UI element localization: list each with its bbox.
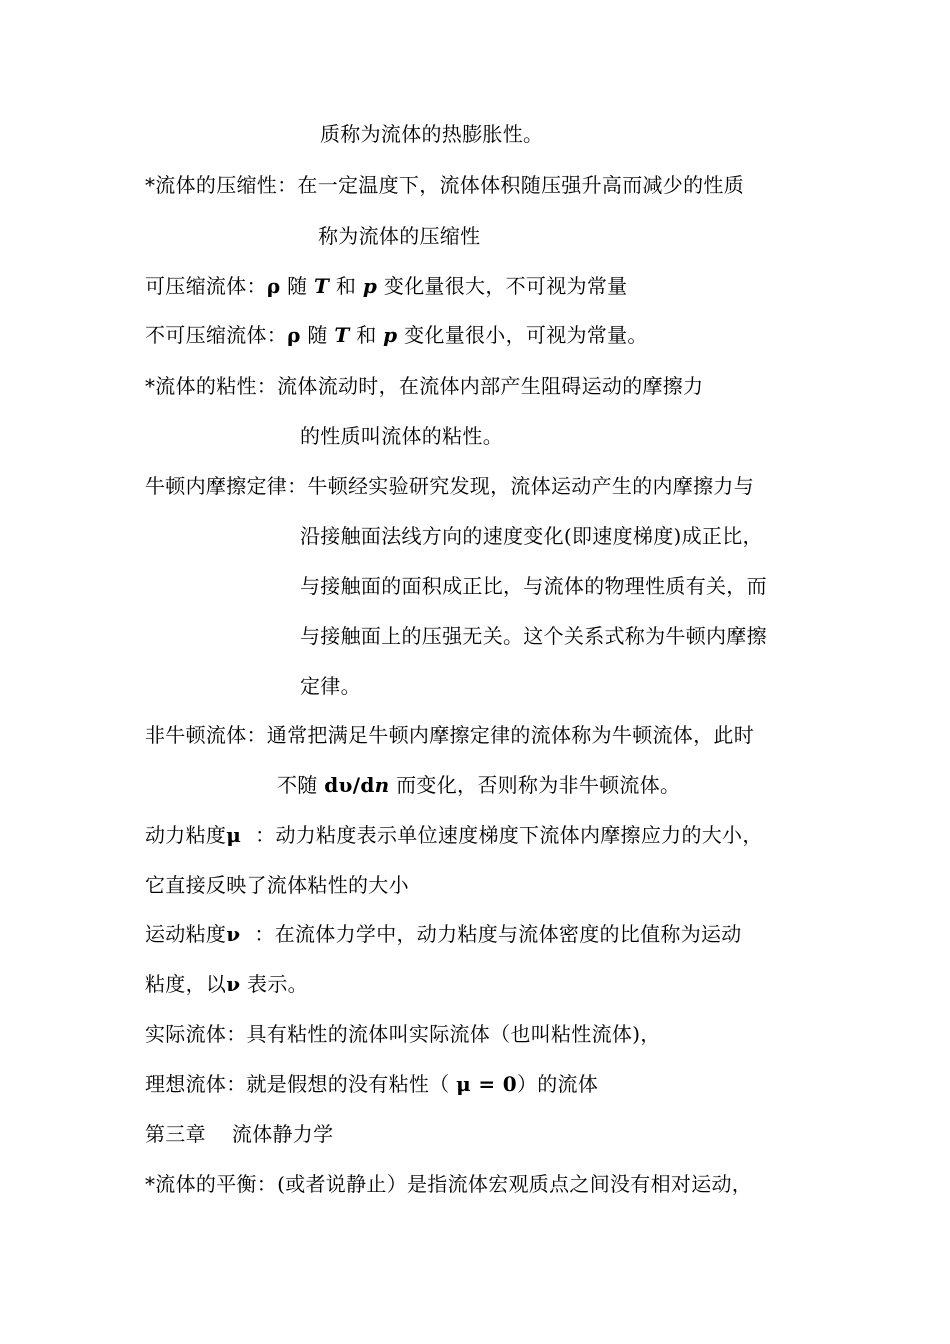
text-line: [145, 1070, 598, 1098]
pressure-symbol: p: [383, 323, 398, 347]
text-segment: ）的流体: [516, 1072, 599, 1096]
text-line: [145, 272, 627, 300]
text-segment: 随: [300, 323, 335, 347]
text-segment: 动力粘度: [145, 823, 227, 847]
text-segment: 而变化，否则称为非牛顿流体。: [389, 773, 681, 797]
text-line: [145, 321, 648, 349]
temperature-symbol: T: [314, 274, 330, 298]
temperature-symbol: T: [334, 323, 350, 347]
chapter-number: 第三章: [145, 1122, 206, 1146]
text-line: *流体的压缩性：在一定温度下，流体体积随压强升高而减少的性质: [145, 173, 744, 197]
text-line: 质称为流体的热膨胀性。: [320, 122, 544, 146]
text-segment: ：在流体力学中，动力粘度与流体密度的比值称为运动: [254, 922, 742, 946]
nu-symbol: ν: [226, 922, 241, 946]
text-segment: 不随: [277, 773, 325, 797]
normal-symbol: n: [374, 773, 390, 797]
text-segment: 和: [349, 323, 384, 347]
text-segment: 随: [280, 274, 315, 298]
text-line: [145, 821, 763, 849]
text-segment: ：动力粘度表示单位速度梯度下流体内摩擦应力的大小，: [255, 823, 763, 847]
text-segment: 运动粘度: [145, 922, 227, 946]
text-line: 的性质叫流体的粘性。: [300, 424, 503, 448]
velocity-gradient-symbol: dυ/d: [324, 773, 375, 797]
text-line: 它直接反映了流体粘性的大小: [145, 873, 409, 897]
rho-symbol: ρ: [287, 323, 301, 347]
text-line: [277, 771, 680, 799]
text-segment: 理想流体：就是假想的没有粘性（: [145, 1072, 457, 1096]
chapter-heading: [145, 1120, 333, 1148]
text-line: *流体的平衡：(或者说静止）是指流体宏观质点之间没有相对运动，: [145, 1172, 753, 1196]
mu-symbol: μ: [226, 823, 242, 847]
nu-symbol: ν: [226, 972, 241, 996]
text-segment: 变化量很大，不可视为常量: [377, 274, 628, 298]
text-line: 实际流体：具有粘性的流体叫实际流体（也叫粘性流体)，: [145, 1022, 661, 1046]
text-line: [145, 920, 742, 948]
text-segment: 和: [329, 274, 363, 298]
text-line: 与接触面的面积成正比，与流体的物理性质有关，而: [300, 574, 767, 598]
text-line: *流体的粘性：流体流动时，在流体内部产生阻碍运动的摩擦力: [145, 374, 704, 398]
text-line: 与接触面上的压强无关。这个关系式称为牛顿内摩擦: [300, 624, 767, 648]
mu-symbol: μ: [456, 1072, 472, 1096]
text-segment: 可压缩流体：: [145, 274, 267, 298]
text-line: 非牛顿流体：通常把满足牛顿内摩擦定律的流体称为牛顿流体，此时: [145, 723, 754, 747]
text-segment: 变化量很小，可视为常量。: [397, 323, 648, 347]
text-line: 定律。: [300, 674, 361, 698]
text-line: [145, 970, 308, 998]
text-segment: 粘度，以: [145, 972, 227, 996]
chapter-title: 流体静力学: [231, 1122, 334, 1146]
rho-symbol: ρ: [266, 274, 281, 298]
text-line: 称为流体的压缩性: [318, 224, 481, 248]
equals-zero: = 0: [471, 1072, 517, 1096]
text-segment: 表示。: [240, 972, 308, 996]
text-line: 沿接触面法线方向的速度变化(即速度梯度)成正比，: [300, 524, 763, 548]
pressure-symbol: p: [362, 274, 378, 298]
text-line: 牛顿内摩擦定律：牛顿经实验研究发现，流体运动产生的内摩擦力与: [145, 474, 754, 498]
text-segment: 不可压缩流体：: [145, 323, 288, 347]
